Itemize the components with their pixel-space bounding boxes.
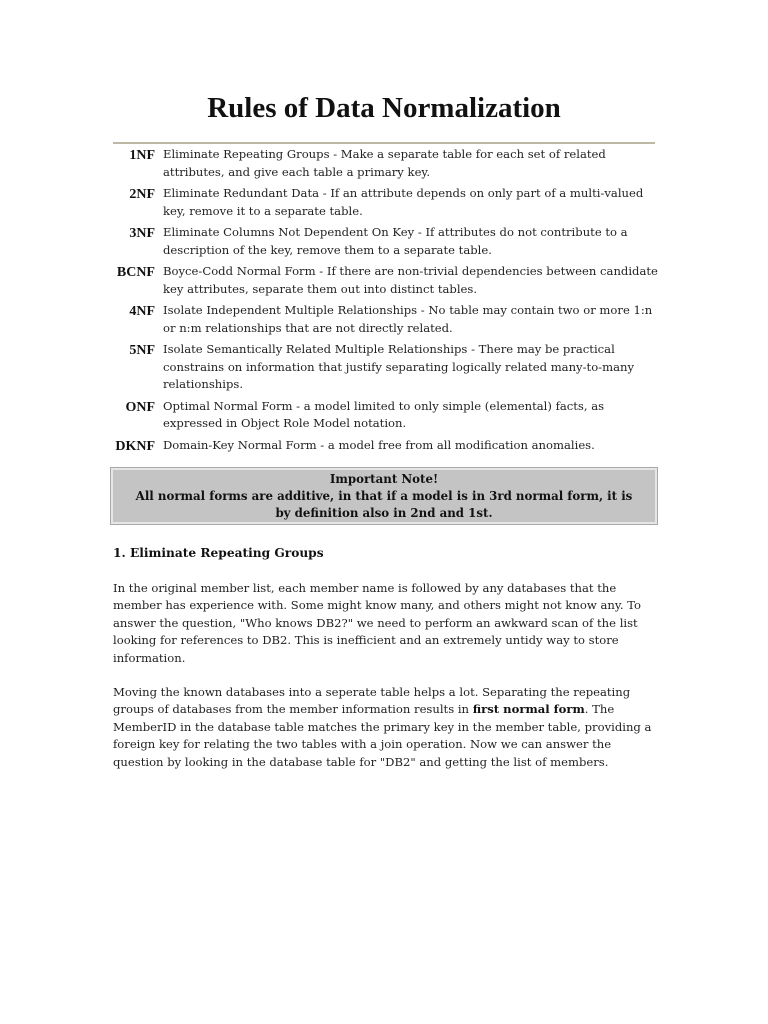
emphasis-term: first normal form	[472, 702, 585, 717]
normal-form-description: Optimal Normal Form - a model limited to only simple (elemental) facts, as expressed in Object Role Model notation.	[163, 398, 605, 430]
table-row	[110, 302, 660, 337]
page-title: Rules of Data Normalization	[207, 92, 561, 124]
normal-form-code: 3NF	[129, 226, 155, 241]
normal-form-code: DKNF	[115, 438, 155, 454]
normal-form-code: 4NF	[129, 304, 155, 319]
note-body: All normal forms are additive, in that if a model is in 3rd normal form, it is by definition also in 2nd and 1st.	[135, 489, 633, 520]
table-row	[110, 185, 660, 220]
note-heading: Important Note!	[329, 472, 439, 486]
paragraph: In the original member list, each member name is followed by any databases that the member has experience with. Some might know many, and others might not know any. To answer the question, "Who knows DB2?" we need to perform an awkward scan of the list looking for references to DB2. This is inefficient and an extremely untidy way to store information.	[113, 581, 642, 665]
title-divider	[113, 142, 655, 144]
normal-form-description: Eliminate Repeating Groups - Make a separate table for each set of related attributes, and give each table a primary key.	[163, 147, 606, 179]
normal-form-description: Isolate Semantically Related Multiple Relationships - There may be practical constrains on information that justify separating logically related many-to-many relationships.	[163, 342, 635, 391]
normal-form-code: 1NF	[129, 148, 155, 163]
table-row	[110, 263, 660, 298]
section-heading: 1. Eliminate Repeating Groups	[113, 546, 324, 560]
normal-forms-table	[110, 146, 660, 460]
table-row	[110, 341, 660, 394]
normal-form-code: BCNF	[116, 265, 155, 280]
table-row	[110, 398, 660, 433]
paragraph	[113, 684, 658, 771]
table-row	[110, 224, 660, 259]
normal-form-description: Boyce-Codd Normal Form - If there are non-trivial dependencies between candidate key attributes, separate them out into distinct tables.	[163, 264, 658, 296]
normal-form-description: Eliminate Columns Not Dependent On Key - If attributes do not contribute to a description of the key, remove them to a separate table.	[163, 225, 628, 257]
paragraph-text: Moving the known databases into a seperate table helps a lot. Separating the repeating groups of databases from the member information results in	[113, 685, 631, 717]
normal-form-code: 5NF	[129, 343, 155, 358]
normal-form-description: Eliminate Redundant Data - If an attribute depends on only part of a multi-valued key, remove it to a separate table.	[163, 186, 644, 218]
normal-form-code: 2NF	[129, 187, 155, 202]
paragraph-text: . The MemberID in the database table matches the primary key in the member table, providing a foreign key for relating the two tables with a join operation. Now we can answer the question by looking in the database table for "DB2" and getting the list of members.	[113, 702, 652, 769]
table-row	[110, 437, 660, 456]
normal-form-description: Isolate Independent Multiple Relationships - No table may contain two or more 1:n or n:m relationships that are not directly related.	[163, 303, 653, 335]
important-note-box	[110, 467, 658, 525]
table-row	[110, 146, 660, 181]
normal-form-description: Domain-Key Normal Form - a model free from all modification anomalies.	[163, 437, 595, 452]
normal-form-code: ONF	[125, 399, 155, 415]
